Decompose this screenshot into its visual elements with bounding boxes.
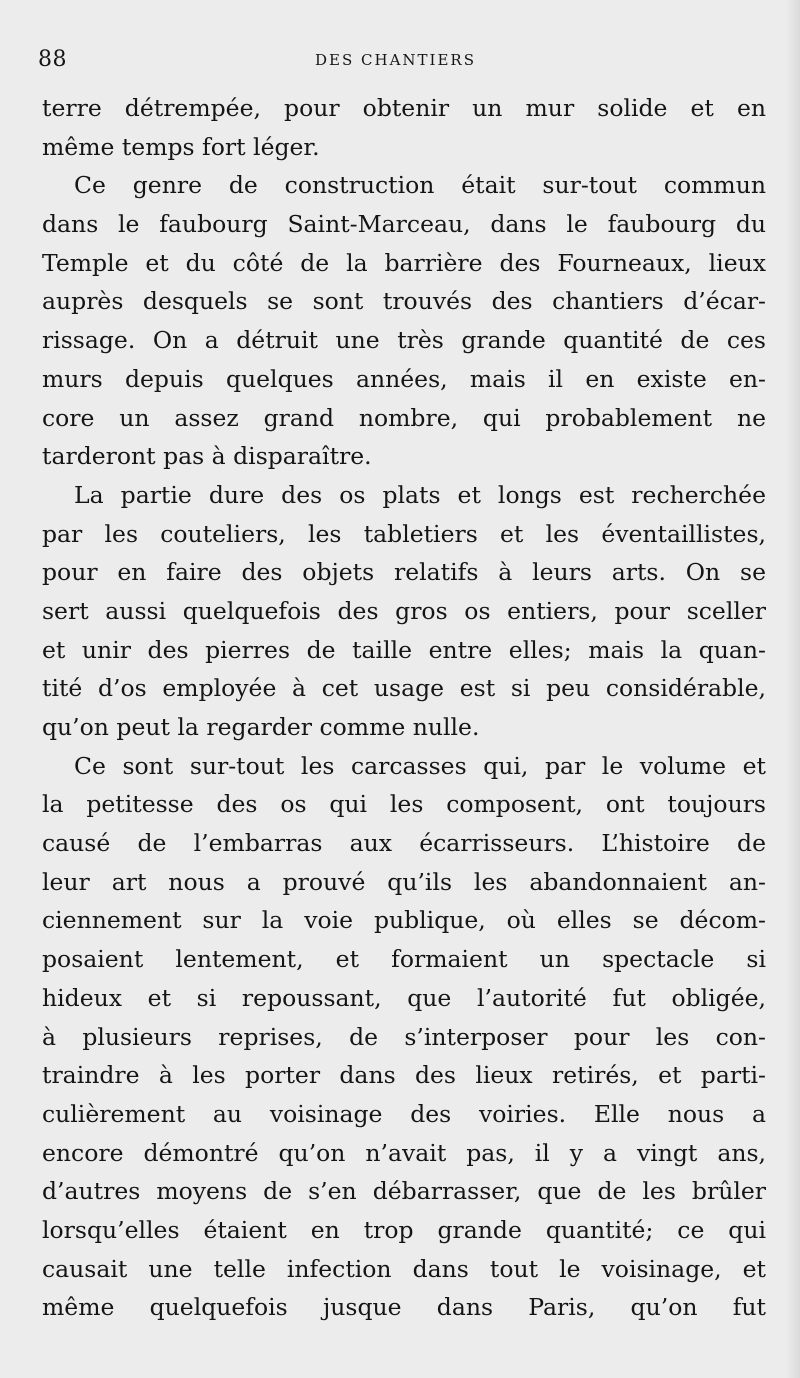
paragraph-first-line: Ce genre de construction était sur-tout commun bbox=[74, 171, 766, 200]
text-line: causait une telle infection dans tout le voisinage, et bbox=[42, 1254, 766, 1283]
text-line: qu’on peut la regarder comme nulle. bbox=[42, 713, 480, 741]
page-number: 88 bbox=[38, 47, 67, 72]
text-line: auprès desquels se sont trouvés des chantiers d’écar- bbox=[42, 287, 766, 316]
paragraph-first-line: La partie dure des os plats et longs est recherchée bbox=[74, 480, 766, 509]
paragraph-first-line: Ce sont sur-tout les carcasses qui, par le volume et bbox=[74, 751, 766, 780]
text-line: terre détrempée, pour obtenir un mur solide et en bbox=[42, 94, 766, 122]
text-line: d’autres moyens de s’en débarrasser, que de les brûler bbox=[42, 1177, 766, 1206]
running-title: DES CHANTIERS bbox=[315, 51, 476, 69]
text-line: posaient lentement, et formaient un spectacle si bbox=[42, 945, 766, 974]
text-line: pour en faire des objets relatifs à leurs arts. On se bbox=[42, 558, 766, 587]
text-line: et unir des pierres de taille entre elles; mais la quan- bbox=[42, 635, 766, 664]
text-line: tarderont pas à disparaître. bbox=[42, 442, 372, 471]
text-line: murs depuis quelques années, mais il en existe en- bbox=[42, 364, 766, 393]
text-line: dans le faubourg Saint-Marceau, dans le faubourg du bbox=[42, 210, 766, 239]
text-line: ciennement sur la voie publique, où elles se décom- bbox=[42, 906, 766, 935]
body-text bbox=[42, 89, 766, 1327]
text-line: Temple et du côté de la barrière des Fourneaux, lieux bbox=[42, 248, 766, 277]
text-line: sert aussi quelquefois des gros os entiers, pour sceller bbox=[42, 596, 766, 625]
text-line: tité d’os employée à cet usage est si peu considérable, bbox=[42, 674, 766, 703]
text-line: culièrement au voisinage des voiries. Elle nous a bbox=[42, 1099, 766, 1128]
text-line: la petitesse des os qui les composent, ont toujours bbox=[42, 790, 766, 819]
page-header bbox=[36, 46, 755, 78]
text-line: leur art nous a prouvé qu’ils les abandonnaient an- bbox=[42, 867, 766, 896]
text-line: même temps fort léger. bbox=[42, 132, 320, 161]
text-line: même quelquefois jusque dans Paris, qu’on fut bbox=[42, 1293, 766, 1322]
text-line: rissage. On a détruit une très grande quantité de ces bbox=[42, 326, 766, 355]
text-line: hideux et si repoussant, que l’autorité fut obligée, bbox=[42, 983, 766, 1012]
text-line: à plusieurs reprises, de s’interposer pour les con- bbox=[42, 1022, 766, 1051]
text-line: encore démontré qu’on n’avait pas, il y a vingt ans, bbox=[42, 1138, 766, 1167]
text-line: core un assez grand nombre, qui probablement ne bbox=[42, 403, 766, 432]
text-line: traindre à les porter dans des lieux retirés, et parti- bbox=[42, 1061, 766, 1090]
text-line: lorsqu’elles étaient en trop grande quantité; ce qui bbox=[42, 1215, 766, 1244]
text-line: causé de l’embarras aux écarrisseurs. L’histoire de bbox=[42, 829, 766, 858]
text-line: par les couteliers, les tabletiers et les éventaillistes, bbox=[42, 519, 766, 548]
